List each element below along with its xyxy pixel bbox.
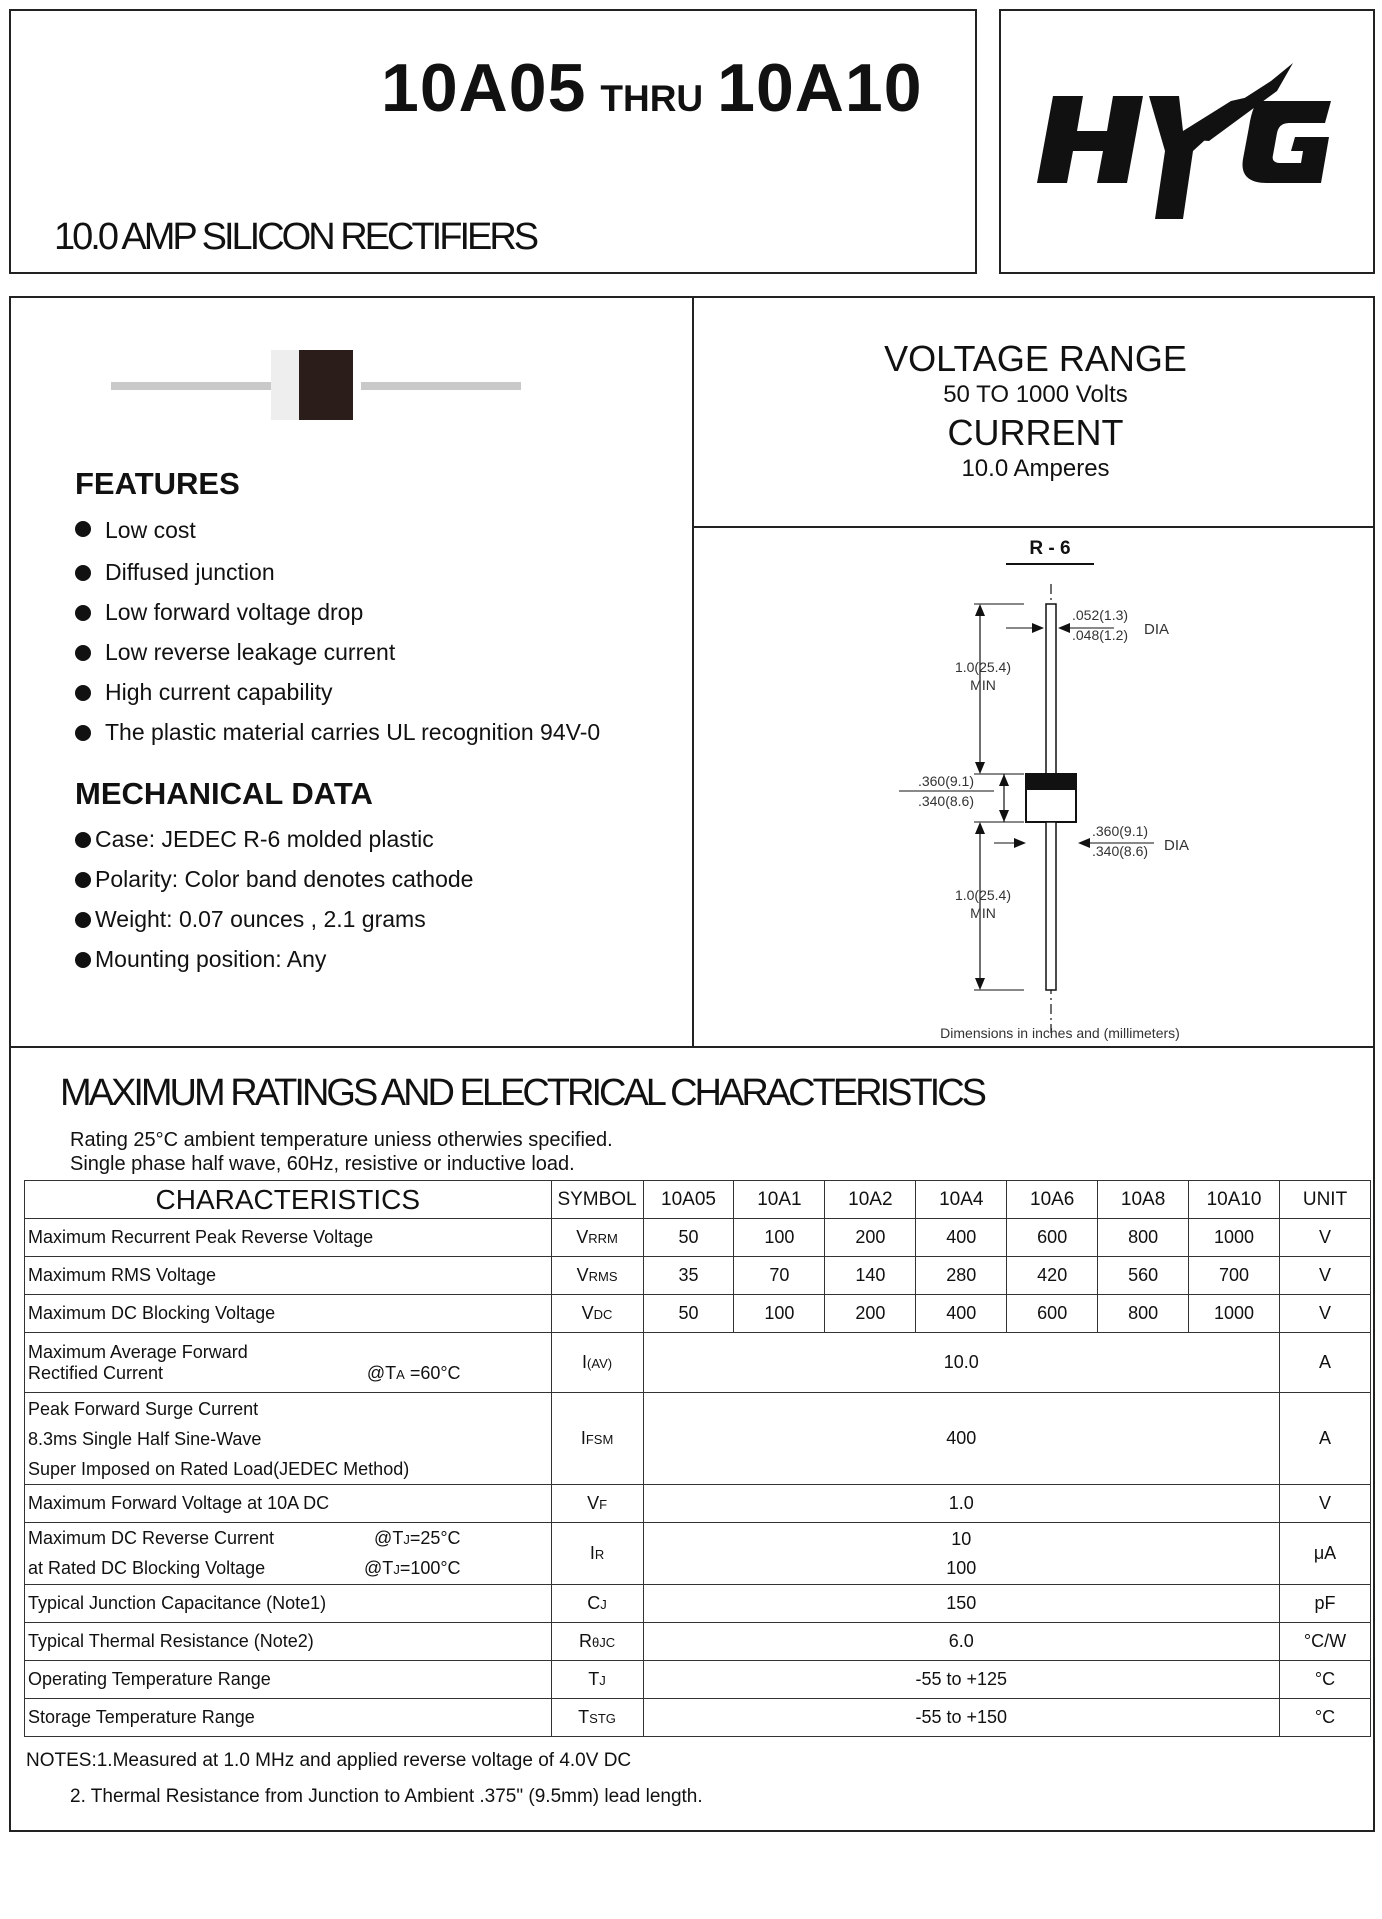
feature-item: Low reverse leakage current: [75, 632, 600, 672]
col-header: CHARACTERISTICS: [25, 1181, 552, 1219]
table-row: [25, 1699, 1371, 1737]
body-length-max: .360(9.1): [917, 773, 975, 789]
value-cell: -55 to +125: [643, 1661, 1279, 1699]
current-value: 10.0 Amperes: [961, 455, 1110, 482]
value-cell: 400: [916, 1295, 1007, 1333]
col-header: 10A10: [1189, 1181, 1280, 1219]
table-row: [25, 1393, 1371, 1485]
value-cell: 150: [643, 1585, 1279, 1623]
symbol-cell: TJ: [551, 1661, 643, 1699]
body-dia-max: .360(9.1): [1092, 823, 1149, 839]
top-lead-min: MIN: [970, 677, 996, 693]
mechanical-title: MECHANICAL DATA: [75, 776, 373, 811]
ranges-panel: [692, 296, 1375, 528]
unit-cell: V: [1280, 1485, 1371, 1523]
symbol-cell: VDC: [551, 1295, 643, 1333]
value-cell: 700: [1189, 1257, 1280, 1295]
symbol-cell: VRMS: [551, 1257, 643, 1295]
value-cell: 1000: [1189, 1295, 1280, 1333]
unit-cell: pF: [1280, 1585, 1371, 1623]
package-outline-drawing: [694, 528, 1374, 1046]
features-panel: [9, 296, 694, 1048]
part-from: 10A05: [381, 50, 587, 126]
char-cell: Maximum RMS Voltage: [25, 1257, 552, 1295]
lead-dia-label: DIA: [1144, 621, 1170, 638]
table-row: [25, 1661, 1371, 1699]
table-row: [25, 1623, 1371, 1661]
dimensions-footnote: Dimensions in inches and (millimeters): [940, 1025, 1180, 1041]
ratings-table: [24, 1180, 1371, 1737]
value-cell: 400: [916, 1219, 1007, 1257]
unit-cell: °C/W: [1280, 1623, 1371, 1661]
table-row: [25, 1257, 1371, 1295]
lead-dia-max: .052(1.3): [1072, 607, 1129, 623]
features-list: [75, 508, 600, 752]
feature-item: High current capability: [75, 672, 600, 712]
value-cell: 70: [734, 1257, 825, 1295]
value-cell: 600: [1007, 1219, 1098, 1257]
char-cell: Peak Forward Surge Current 8.3ms Single Half Sine-Wave Super Imposed on Rated Load(JEDEC Method): [25, 1393, 552, 1485]
thru-label: THRU: [600, 78, 704, 119]
value-cell: 560: [1098, 1257, 1189, 1295]
value-cell: 420: [1007, 1257, 1098, 1295]
col-header: 10A05: [643, 1181, 734, 1219]
value-cell: 50: [643, 1219, 734, 1257]
logo-box: [999, 9, 1375, 274]
feature-item: Low cost: [75, 508, 600, 552]
value-cell: 140: [825, 1257, 916, 1295]
package-name: R - 6: [1029, 538, 1071, 559]
col-header: 10A4: [916, 1181, 1007, 1219]
symbol-cell: I(AV): [551, 1333, 643, 1393]
col-header: 10A2: [825, 1181, 916, 1219]
value-cell: 400: [643, 1393, 1279, 1485]
value-cell: 280: [916, 1257, 1007, 1295]
value-cell: 100: [734, 1295, 825, 1333]
symbol-cell: RθJC: [551, 1623, 643, 1661]
part-to: 10A10: [717, 50, 923, 126]
feature-item: Low forward voltage drop: [75, 592, 600, 632]
package-drawing-panel: [692, 526, 1375, 1048]
char-cell: Typical Thermal Resistance (Note2): [25, 1623, 552, 1661]
value-cell: 10.0: [643, 1333, 1279, 1393]
value-cell: -55 to +150: [643, 1699, 1279, 1737]
unit-cell: μA: [1280, 1523, 1371, 1585]
value-cell: 1000: [1189, 1219, 1280, 1257]
col-header: UNIT: [1280, 1181, 1371, 1219]
table-row: [25, 1333, 1371, 1393]
header-title-box: [9, 9, 977, 274]
rating-condition-2: Single phase half wave, 60Hz, resistive or inductive load.: [70, 1153, 575, 1175]
table-row: [25, 1523, 1371, 1585]
unit-cell: V: [1280, 1257, 1371, 1295]
value-cell: 6.0: [643, 1623, 1279, 1661]
feature-item: The plastic material carries UL recognition 94V-0: [75, 712, 600, 752]
note-2: 2. Thermal Resistance from Junction to Ambient .375" (9.5mm) lead length.: [70, 1786, 703, 1807]
product-subtitle: 10.0 AMP SILICON RECTIFIERS: [54, 216, 537, 258]
value-cell: 100: [734, 1219, 825, 1257]
unit-cell: °C: [1280, 1699, 1371, 1737]
char-cell: Typical Junction Capacitance (Note1): [25, 1585, 552, 1623]
rating-conditions: [70, 1128, 613, 1176]
char-cell: Maximum DC Reverse Current @TJ=25°C at Rated DC Blocking Voltage @TJ=100°C: [25, 1523, 552, 1585]
char-cell: Maximum Average Forward Rectified Current @TA =60°C: [25, 1333, 552, 1393]
value-cell: 35: [643, 1257, 734, 1295]
table-row: [25, 1219, 1371, 1257]
table-row: [25, 1585, 1371, 1623]
symbol-cell: IR: [551, 1523, 643, 1585]
col-header: 10A1: [734, 1181, 825, 1219]
rating-condition-1: Rating 25°C ambient temperature uniess otherwies specified.: [70, 1129, 613, 1151]
value-cell: 10 100: [643, 1523, 1279, 1585]
top-lead-length: 1.0(25.4): [954, 659, 1012, 675]
value-cell: 800: [1098, 1219, 1189, 1257]
feature-item: Diffused junction: [75, 552, 600, 592]
mechanical-item: Mounting position: Any: [75, 939, 473, 979]
value-cell: 200: [825, 1295, 916, 1333]
voltage-range-title: VOLTAGE RANGE: [884, 338, 1187, 379]
unit-cell: A: [1280, 1393, 1371, 1485]
unit-cell: V: [1280, 1295, 1371, 1333]
char-cell: Maximum DC Blocking Voltage: [25, 1295, 552, 1333]
symbol-cell: TSTG: [551, 1699, 643, 1737]
symbol-cell: VF: [551, 1485, 643, 1523]
char-cell: Storage Temperature Range: [25, 1699, 552, 1737]
bottom-lead-min: MIN: [970, 905, 996, 921]
symbol-cell: IFSM: [551, 1393, 643, 1485]
body-dia-min: .340(8.6): [1092, 843, 1149, 859]
note-1: NOTES:1.Measured at 1.0 MHz and applied reverse voltage of 4.0V DC: [26, 1750, 632, 1771]
diode-picture-icon: [111, 348, 531, 424]
value-cell: 50: [643, 1295, 734, 1333]
current-title: CURRENT: [947, 412, 1124, 453]
unit-cell: °C: [1280, 1661, 1371, 1699]
lead-dia-min: .048(1.2): [1072, 627, 1129, 643]
table-header-row: [25, 1181, 1371, 1219]
col-header: SYMBOL: [551, 1181, 643, 1219]
unit-cell: V: [1280, 1219, 1371, 1257]
char-cell: Maximum Recurrent Peak Reverse Voltage: [25, 1219, 552, 1257]
col-header: 10A8: [1098, 1181, 1189, 1219]
mechanical-item: Polarity: Color band denotes cathode: [75, 859, 473, 899]
unit-cell: A: [1280, 1333, 1371, 1393]
symbol-cell: VRRM: [551, 1219, 643, 1257]
mechanical-item: Case: JEDEC R-6 molded plastic: [75, 819, 473, 859]
char-cell: Operating Temperature Range: [25, 1661, 552, 1699]
mechanical-list: [75, 819, 473, 979]
value-cell: 600: [1007, 1295, 1098, 1333]
mechanical-item: Weight: 0.07 ounces , 2.1 grams: [75, 899, 473, 939]
char-cell: Maximum Forward Voltage at 10A DC: [25, 1485, 552, 1523]
symbol-cell: CJ: [551, 1585, 643, 1623]
table-row: [25, 1485, 1371, 1523]
features-title: FEATURES: [75, 466, 240, 501]
value-cell: 200: [825, 1219, 916, 1257]
table-row: [25, 1295, 1371, 1333]
body-length-min: .340(8.6): [917, 793, 975, 809]
part-number-title: [381, 49, 923, 127]
value-cell: 800: [1098, 1295, 1189, 1333]
value-cell: 1.0: [643, 1485, 1279, 1523]
hyg-logo-icon: [1031, 51, 1351, 221]
ratings-title: MAXIMUM RATINGS AND ELECTRICAL CHARACTERISTICS: [60, 1072, 985, 1114]
voltage-range-value: 50 TO 1000 Volts: [943, 381, 1128, 408]
bottom-lead-length: 1.0(25.4): [954, 887, 1012, 903]
col-header: 10A6: [1007, 1181, 1098, 1219]
body-dia-label: DIA: [1164, 837, 1190, 854]
